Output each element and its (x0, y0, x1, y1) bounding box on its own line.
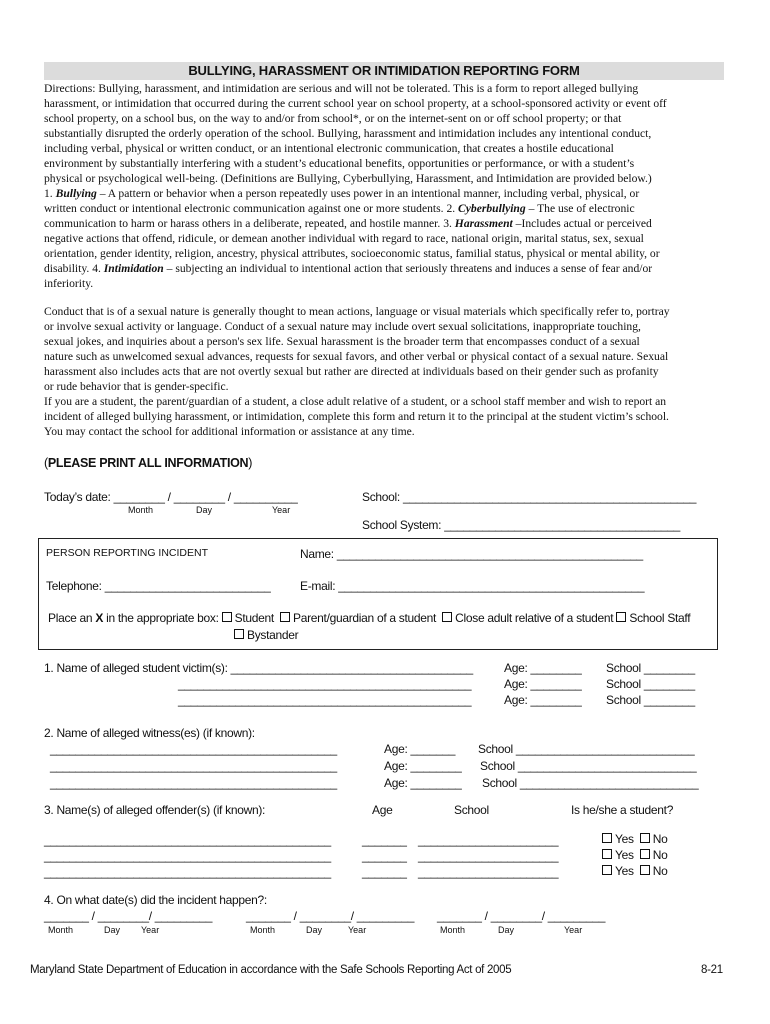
school-system-field[interactable]: School System: _____________________________________ (362, 518, 681, 532)
offender-question: 3. Name(s) of alleged offender(s) (if known): (44, 803, 266, 817)
def-text: – The use of electronic (525, 202, 635, 215)
telephone-field[interactable]: Telephone: __________________________ (46, 579, 271, 593)
victim-age-field[interactable]: Age: ________ (504, 693, 582, 707)
checkbox-icon (280, 612, 290, 622)
offender-student-row (602, 832, 668, 846)
term-cyberbullying: Cyberbullying (458, 202, 526, 215)
checkbox-parent[interactable] (280, 611, 436, 625)
date-day-label: Day (104, 925, 121, 935)
footer-text: Maryland State Department of Education in accordance with the Safe Schools Reporting Act of 2005 (30, 964, 512, 976)
checkbox-icon (640, 833, 650, 843)
offender-school-field[interactable]: ______________________ (418, 849, 559, 863)
definition-line: orientation, gender identity, religion, ancestry, physical attributes, socioeconomic status, familial status, physical or mental ability, or (44, 247, 660, 260)
checkbox-icon (602, 849, 612, 859)
witness-school-field[interactable]: School ____________________________ (482, 776, 699, 790)
term-bullying: Bullying (55, 187, 97, 200)
no-checkbox[interactable] (640, 848, 668, 862)
date-month-label: Month (250, 925, 276, 935)
email-field[interactable]: E-mail: ________________________________________________ (300, 579, 645, 593)
offender-age-header: Age (372, 803, 393, 817)
directions-line: school property, on a school bus, on the way to and/or from school*, or on the internet-sent on or off school property; or that (44, 112, 622, 125)
date-year-label: Year (348, 925, 367, 935)
witness-name-field[interactable]: _____________________________________________ (50, 742, 337, 756)
date-year-label: Year (272, 505, 291, 515)
paragraph-line: incident of alleged bullying harassment, or intimidation, complete this form and return it to the principal at the student victim’s school. (44, 410, 669, 423)
offender-name-field[interactable]: _____________________________________________ (44, 833, 331, 847)
def-text: – subjecting an individual to intentional action that seriously threatens and induces a sense of fear and/or (163, 262, 653, 275)
yes-checkbox[interactable] (602, 864, 634, 878)
def-text: disability. 4. (44, 262, 104, 275)
witness-age-field[interactable]: Age: _______ (384, 742, 456, 756)
date-day-label: Day (498, 925, 515, 935)
directions-line: environment by substantially interfering with a student’s educational benefits, opportunities or performance, or with a student’s (44, 157, 635, 170)
no-checkbox[interactable] (640, 832, 668, 846)
victim-age-field[interactable]: Age: ________ (504, 661, 582, 675)
incident-date-field[interactable]: _______ / ________/ _________ (44, 909, 213, 923)
witness-age-field[interactable]: Age: ________ (384, 759, 462, 773)
offender-name-field[interactable]: _____________________________________________ (44, 849, 331, 863)
directions-line: physical or psychological well-being. (Definitions are Bullying, Cyberbullying, Harassment, and Intimidation are provided below.) (44, 172, 652, 185)
paragraph-line: harassment also includes acts that are not overtly sexual but rather are directed at individuals based on their gender such as profanity (44, 365, 659, 378)
offender-age-field[interactable]: _______ (362, 833, 407, 847)
checkbox-icon (616, 612, 626, 622)
no-label: No (652, 848, 668, 862)
def-text: communication to harm or harass others in a deliberate, repeated, and hostile manner. 3. (44, 217, 455, 230)
paren: ( (44, 456, 48, 470)
school-field[interactable]: School: ______________________________________________ (362, 490, 697, 504)
offender-student-row (602, 864, 668, 878)
witness-name-field[interactable]: _____________________________________________ (50, 759, 337, 773)
definition-line (44, 216, 667, 231)
yes-checkbox[interactable] (602, 832, 634, 846)
yes-label: Yes (615, 864, 634, 878)
no-label: No (652, 864, 668, 878)
date-month-label: Month (128, 505, 154, 515)
paragraph-line: You may contact the school for additional information or assistance at any time. (44, 425, 415, 438)
option-label: School Staff (629, 611, 691, 625)
paragraph-line: or rude behavior that is gender-specific. (44, 380, 229, 393)
def-text: –Includes actual or perceived (512, 217, 652, 230)
witness-school-field[interactable]: School ____________________________ (478, 742, 695, 756)
victim-school-field[interactable]: School ________ (606, 677, 695, 691)
victim-age-field[interactable]: Age: ________ (504, 677, 582, 691)
directions-line: including verbal, physical or written conduct, or an intentional electronic communication, that creates a hostile educational (44, 142, 614, 155)
witness-question: 2. Name of alleged witness(es) (if known): (44, 726, 255, 740)
victim-name-field[interactable]: 1. Name of alleged student victim(s): ______________________________________ (44, 661, 473, 675)
reporter-type-row (48, 611, 690, 625)
date-month-label: Month (48, 925, 74, 935)
option-label: Student (234, 611, 274, 625)
offender-student-row (602, 848, 668, 862)
offender-school-header: School (454, 803, 489, 817)
victim-school-field[interactable]: School ________ (606, 661, 695, 675)
checkbox-icon (602, 833, 612, 843)
witness-school-field[interactable]: School ____________________________ (480, 759, 697, 773)
def-text: written conduct or intentional electronic communication against one or more students. 2. (44, 202, 459, 215)
term-harassment: Harassment (454, 217, 513, 230)
directions-block (44, 81, 667, 291)
checkbox-icon (222, 612, 232, 622)
checkbox-icon (442, 612, 452, 622)
victim-school-field[interactable]: School ________ (606, 693, 695, 707)
date-month-label: Month (440, 925, 466, 935)
date-day-label: Day (306, 925, 323, 935)
paragraph-line: nature such as unwelcomed sexual advances, requests for sexual favors, and other verbal or physical contact of a sexual nature. Sexual (44, 350, 669, 363)
option-label: Bystander (247, 628, 299, 642)
place-x-label: Place an (48, 611, 96, 625)
no-label: No (652, 832, 668, 846)
checkbox-student[interactable] (222, 611, 274, 625)
paragraph-line: If you are a student, the parent/guardian of a student, a close adult relative of a student, or a school staff member and wish to report an (44, 395, 667, 408)
def-number: 1. (44, 187, 56, 200)
todays-date-field[interactable]: Today’s date: ________ / ________ / __________ (44, 490, 298, 504)
person-reporting-heading: PERSON REPORTING INCIDENT (46, 547, 208, 559)
paragraph-line: or involve sexual activity or language. Conduct of a sexual nature may include overt sexual solicitations, inappropriate touching, (44, 320, 641, 333)
offender-name-field[interactable]: _____________________________________________ (44, 865, 331, 879)
checkbox-relative[interactable] (442, 611, 613, 625)
paragraph-line: Conduct that is of a sexual nature is generally thought to mean actions, language or visual materials which specifically refer to, portray (44, 305, 670, 318)
paragraph-line: sexual jokes, and inquiries about a person's sex life. Sexual harassment is the broader term that encompasses conduct of a sexual (44, 335, 640, 348)
checkbox-icon (602, 865, 612, 875)
offender-school-field[interactable]: ______________________ (418, 833, 559, 847)
offender-school-field[interactable]: ______________________ (418, 865, 559, 879)
name-field[interactable]: Name: ________________________________________________ (300, 547, 643, 561)
option-label: Close adult relative of a student (455, 611, 614, 625)
definition-line (44, 261, 667, 276)
definition-line (44, 186, 667, 201)
directions-line: harassment, or intimidation that occurred during the current school year on school property, at a school-sponsored activity or event off (44, 97, 667, 110)
offender-student-header: Is he/she a student? (571, 803, 674, 817)
term-intimidation: Intimidation (103, 262, 164, 275)
date-year-label: Year (564, 925, 583, 935)
page-number: 8-21 (701, 964, 723, 976)
witness-name-field[interactable]: _____________________________________________ (50, 776, 337, 790)
no-checkbox[interactable] (640, 864, 668, 878)
date-year-label: Year (141, 925, 160, 935)
incident-date-field[interactable]: _______ / ________/ _________ (246, 909, 415, 923)
incident-date-field[interactable]: _______ / ________/ _________ (437, 909, 606, 923)
sexual-conduct-block (44, 304, 670, 439)
definition-line (44, 201, 667, 216)
checkbox-bystander[interactable] (234, 628, 298, 642)
victim-name-field[interactable]: ______________________________________________ (178, 693, 472, 707)
checkbox-staff[interactable] (616, 611, 690, 625)
print-instruction-bold: PLEASE PRINT ALL INFORMATION (47, 456, 249, 470)
date-day-label: Day (196, 505, 213, 515)
checkbox-icon (640, 849, 650, 859)
definition-line: inferiority. (44, 277, 94, 290)
directions-line: Directions: Bullying, harassment, and intimidation are serious and will not be tolerated. This is a form to report alleged bullying (44, 82, 639, 95)
x-mark: X (95, 611, 104, 625)
directions-line: substantially disrupted the orderly operation of the school. Bullying, harassment and intimidation includes any intentional conduct, (44, 127, 652, 140)
yes-checkbox[interactable] (602, 848, 634, 862)
definition-line: negative actions that offend, ridicule, or demean another individual with regard to race, national origin, marital status, sex, sexual (44, 232, 644, 245)
victim-name-field[interactable]: ______________________________________________ (178, 677, 472, 691)
option-label: Parent/guardian of a student (293, 611, 437, 625)
print-instruction (44, 456, 252, 470)
incident-date-question: 4. On what date(s) did the incident happen?: (44, 893, 267, 907)
def-text: – A pattern or behavior when a person repeatedly uses power in an intentional manner, including verbal, physical, or (96, 187, 640, 200)
yes-label: Yes (615, 832, 634, 846)
checkbox-icon (640, 865, 650, 875)
yes-label: Yes (615, 848, 634, 862)
paren: ) (248, 456, 253, 470)
offender-age-field[interactable]: _______ (362, 849, 407, 863)
offender-age-field[interactable]: _______ (362, 865, 407, 879)
place-x-label: in the appropriate box: (103, 611, 222, 625)
witness-age-field[interactable]: Age: ________ (384, 776, 462, 790)
form-title: BULLYING, HARASSMENT OR INTIMIDATION REPORTING FORM (188, 63, 580, 78)
checkbox-icon (234, 629, 244, 639)
